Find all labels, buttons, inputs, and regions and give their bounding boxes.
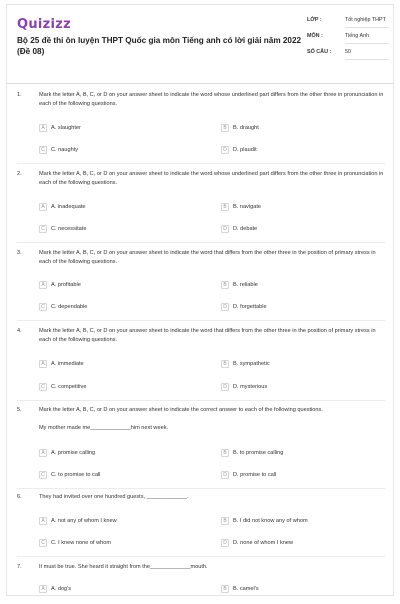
option-a[interactable] [39,359,84,369]
option-letter: A [39,585,47,593]
meta-info [307,17,389,65]
option-c[interactable] [39,302,87,312]
option-letter: B [221,517,229,525]
option-letter: D [221,539,229,547]
option-label: D. promise to call [233,472,277,478]
worksheet-page [6,4,394,596]
option-b[interactable] [221,359,270,369]
option-letter: B [221,203,229,211]
meta-count-row [307,49,389,60]
question-divider [17,320,385,321]
option-label: C. naughty [51,147,79,153]
option-a[interactable] [39,280,81,290]
option-d[interactable] [221,470,276,480]
meta-count-label: SỐ CÂU : [307,49,332,55]
option-letter: C [39,383,47,391]
option-letter: B [221,124,229,132]
option-label: C. necessitate [51,226,87,232]
option-label: D. forgettable [233,304,267,310]
option-a[interactable] [39,584,71,594]
question-text: Mark the letter A, B, C, or D on your answer sheet to indicate the word that differs from the other three in the position of primary stress in each of the following questions. [39,328,376,343]
option-a[interactable] [39,516,117,526]
option-b[interactable] [221,202,261,212]
option-label: C. dependable [51,304,88,310]
option-label: A. inadequate [51,204,86,210]
option-label: B. reliable [233,282,258,288]
option-letter: C [39,146,47,154]
option-letter: A [39,281,47,289]
question-text: Mark the letter A, B, C, or D on your answer sheet to indicate the word whose underlined part differs from the other three in pronunciation in each of the following questions. [39,92,384,107]
option-b[interactable] [221,516,308,526]
question-divider [17,488,385,489]
option-letter: C [39,225,47,233]
question-text: They had invited over one hundred guests, _____________. [39,494,189,500]
option-label: D. plaudit [233,147,257,153]
question-number: 1. [17,92,22,98]
option-letter: B [221,449,229,457]
option-letter: B [221,281,229,289]
option-a[interactable] [39,123,81,133]
option-letter: A [39,517,47,525]
question-number: 7. [17,564,22,570]
option-label: A. not any of whom I knew [51,518,117,524]
question-divider [17,400,385,401]
question-divider [17,242,385,243]
option-label: A. immediate [51,361,84,367]
option-c[interactable] [39,224,86,234]
option-label: A. profitable [51,282,81,288]
option-label: B. to promise calling [233,450,284,456]
option-letter: C [39,539,47,547]
meta-subject-row [307,33,389,44]
option-letter: D [221,225,229,233]
option-b[interactable] [221,584,259,594]
option-d[interactable] [221,538,293,548]
option-label: A. slaughter [51,125,81,131]
option-b[interactable] [221,448,283,458]
question-text: Mark the letter A, B, C, or D on your answer sheet to indicate the word that differs from the other three in the position of primary stress in each of the following questions. [39,250,376,265]
option-label: C. I knew none of whom [51,540,112,546]
question-divider [17,556,385,557]
option-label: B. draught [233,125,259,131]
option-label: A. promise calling [51,450,96,456]
option-letter: A [39,124,47,132]
question-number: 2. [17,171,22,177]
question-number: 6. [17,494,22,500]
option-letter: A [39,360,47,368]
option-label: A. dog's [51,586,72,592]
option-letter: B [221,585,229,593]
option-d[interactable] [221,302,267,312]
page-title: Bộ 25 đề thi ôn luyện THPT Quốc gia môn Tiếng anh có lời giải năm 2022 (Đề 08) [17,36,302,56]
option-b[interactable] [221,280,258,290]
option-letter: D [221,146,229,154]
question-text: Mark the letter A, B, C, or D on your answer sheet to indicate the correct answer to each of the following questions. [39,407,323,413]
quizizz-logo: Quizizz [17,17,72,32]
option-letter: A [39,203,47,211]
option-label: B. I did not know any of whom [233,518,308,524]
option-label: B. sympathetic [233,361,270,367]
meta-class-label: LỚP : [307,17,322,23]
option-b[interactable] [221,123,259,133]
option-letter: B [221,360,229,368]
option-c[interactable] [39,145,78,155]
option-label: C. competitive [51,384,87,390]
option-d[interactable] [221,145,257,155]
meta-subject-value: Tiếng Anh [345,33,389,44]
option-label: D. none of whom I knew [233,540,294,546]
option-d[interactable] [221,382,267,392]
option-letter: C [39,303,47,311]
meta-subject-label: MÔN : [307,33,323,39]
question-subtext: My mother made me_____________him next week. [39,425,169,431]
option-c[interactable] [39,538,111,548]
option-letter: D [221,303,229,311]
option-c[interactable] [39,382,86,392]
option-label: D. mysterious [233,384,268,390]
meta-class-value: Tốt nghiệp THPT [345,17,389,28]
meta-class-row [307,17,389,28]
option-label: B. navigate [233,204,261,210]
question-divider [17,163,385,164]
option-label: B. camel's [233,586,259,592]
question-number: 4. [17,328,22,334]
option-a[interactable] [39,202,86,212]
option-letter: C [39,471,47,479]
question-text: Mark the letter A, B, C, or D on your answer sheet to indicate the word whose underlined part differs from the other three in pronunciation in each of the following questions. [39,171,384,186]
worksheet-header [7,5,393,84]
option-letter: D [221,471,229,479]
question-number: 3. [17,250,22,256]
option-label: C. to promise to call [51,472,101,478]
meta-count-value: 50 [345,49,389,60]
option-d[interactable] [221,224,257,234]
option-a[interactable] [39,448,95,458]
option-letter: D [221,383,229,391]
option-letter: A [39,449,47,457]
option-label: D. debate [233,226,258,232]
question-text: It must be true. She heard it straight from the_____________mouth. [39,564,208,570]
question-number: 5. [17,407,22,413]
option-c[interactable] [39,470,100,480]
